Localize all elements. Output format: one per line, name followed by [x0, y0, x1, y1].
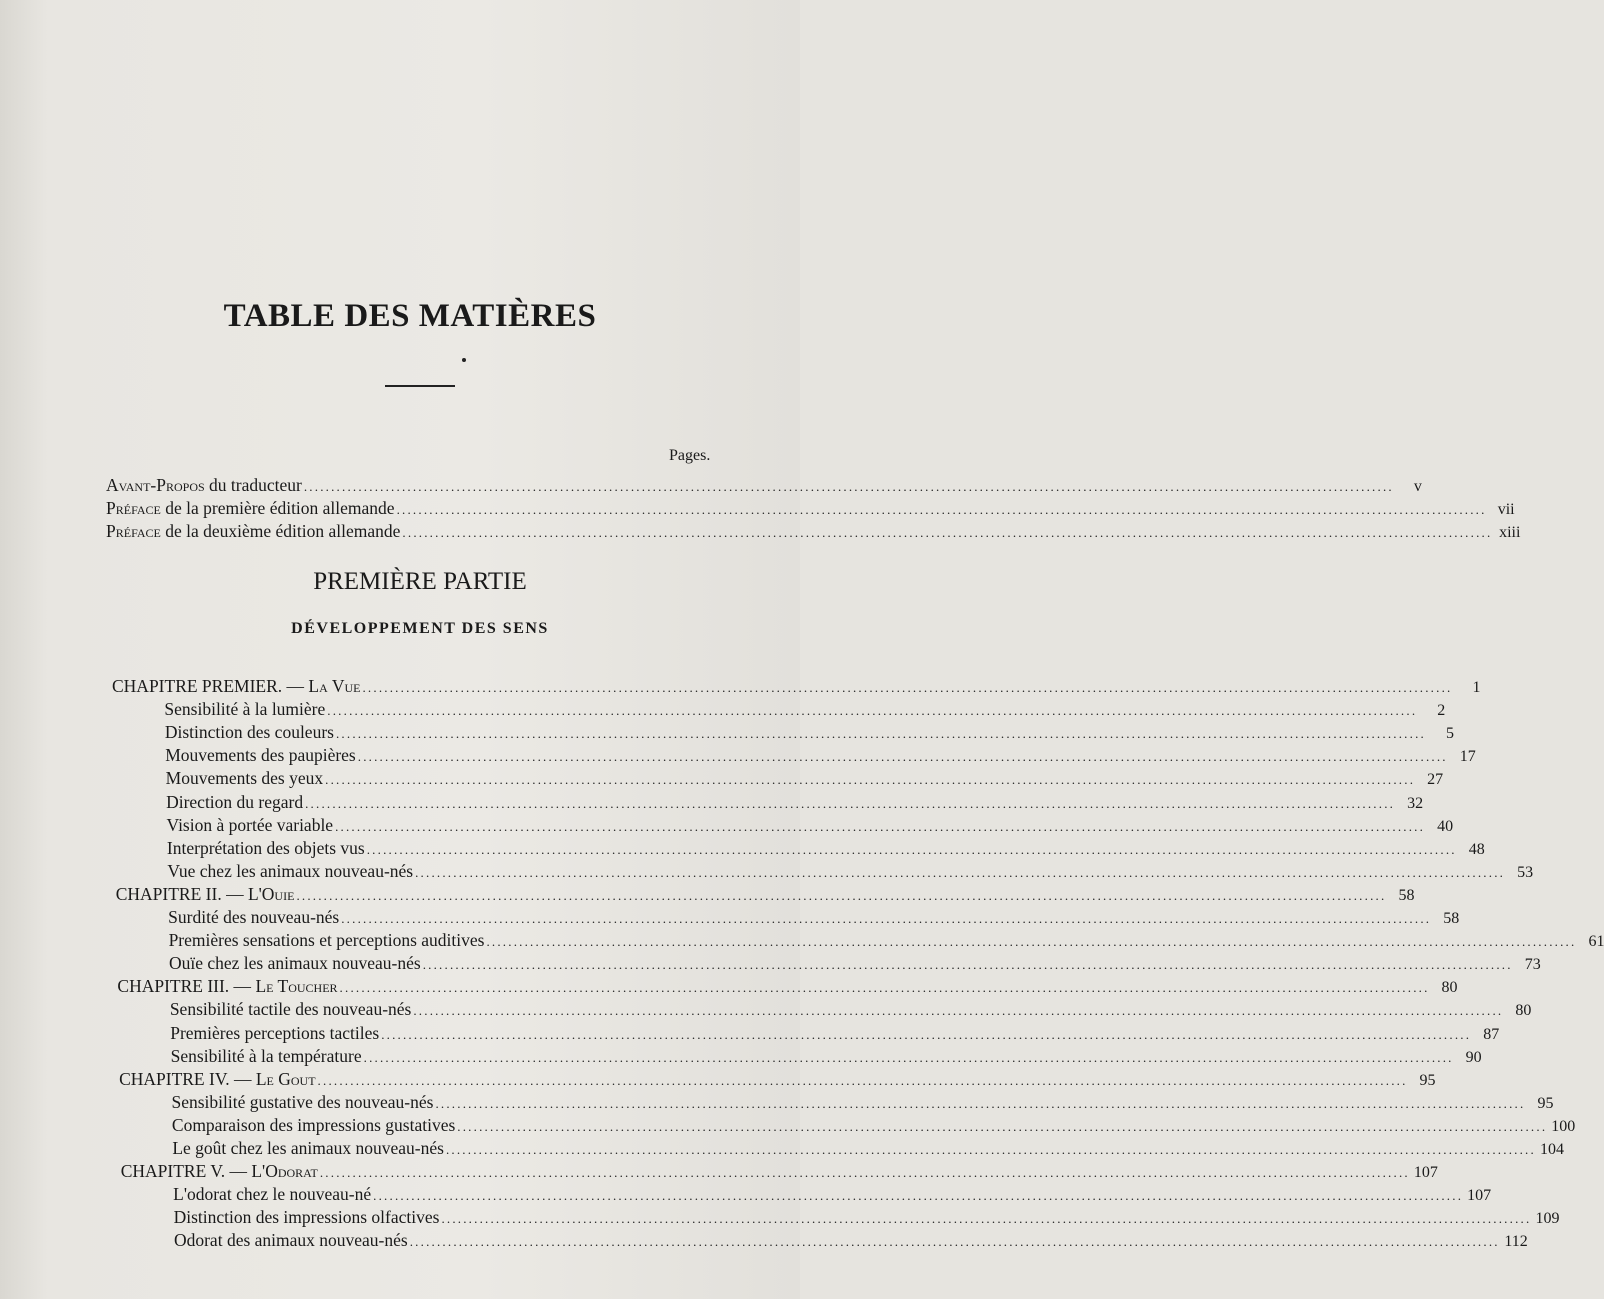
- toc-entry-text: [173, 1184, 371, 1205]
- toc-entry-text: [166, 768, 323, 789]
- title-rule: [385, 385, 455, 387]
- chapter-heading-text: [117, 976, 337, 997]
- leader-dots: ........................................................................................................................................................................................................: [409, 1234, 1500, 1250]
- section-title: Sensibilité à la lumière: [164, 699, 326, 720]
- page-number: 27: [1427, 771, 1444, 789]
- toc-entry-text: [164, 699, 325, 720]
- toc-entry: [165, 768, 1444, 789]
- page-number: 80: [1441, 979, 1458, 997]
- leader-dots: ........................................................................................................................................................................................................: [441, 1211, 1532, 1227]
- page-number: 107: [1467, 1187, 1492, 1205]
- page-number: 17: [1459, 748, 1476, 766]
- section-title: Direction du regard: [166, 791, 304, 812]
- chapter-heading: [115, 883, 1415, 905]
- leader-dots: ........................................................................................................................................................................................................: [363, 1049, 1454, 1065]
- toc-entry: [173, 1207, 1560, 1228]
- toc-entry-text: [171, 1046, 362, 1067]
- toc-entry: [168, 930, 1604, 951]
- toc-entry-text: [171, 1092, 433, 1113]
- section-title: Le goût chez les animaux nouveau-nés: [172, 1138, 444, 1158]
- front-matter-item-text: [106, 521, 400, 542]
- toc-entry-text: [167, 861, 413, 882]
- toc-entry: [168, 907, 1460, 928]
- toc-entry-text: [174, 1230, 408, 1251]
- part-subtitle: DÉVELOPPEMENT DES SENS: [291, 620, 549, 637]
- toc-entry-text: [167, 838, 365, 859]
- leader-dots: ........................................................................................................................................................................................................: [402, 525, 1493, 540]
- front-matter-lead: Avant-Propos: [106, 475, 205, 495]
- toc-entry-text: [169, 930, 485, 951]
- page-number: 87: [1483, 1025, 1500, 1043]
- page-number: 58: [1398, 886, 1415, 904]
- leader-dots: ........................................................................................................................................................................................................: [319, 1165, 1410, 1181]
- chapter-name: La Vue: [308, 676, 361, 696]
- leader-dots: ........................................................................................................................................................................................................: [296, 887, 1387, 903]
- section-title: Distinction des impressions olfactives: [173, 1207, 440, 1228]
- page-number: xiii: [1499, 524, 1521, 541]
- chapter-heading: [117, 976, 1458, 997]
- chapter-heading-text: [116, 884, 295, 905]
- chapter-number: CHAPITRE III. —: [117, 976, 256, 997]
- toc-entry: [171, 1091, 1554, 1113]
- leader-dots: ........................................................................................................................................................................................................: [435, 1095, 1526, 1111]
- ornament-dot: [462, 358, 466, 362]
- page-number: 112: [1504, 1233, 1528, 1251]
- toc-entry-text: [168, 907, 339, 928]
- front-matter-lead: Préface: [106, 498, 161, 518]
- section-title: L'odorat chez le nouveau-né: [173, 1184, 372, 1205]
- pages-column-label: Pages.: [669, 447, 711, 464]
- chapter-name: L'Ouie: [247, 883, 295, 904]
- toc-entry-text: [166, 815, 333, 836]
- page-number: 80: [1515, 1002, 1532, 1020]
- section-title: Interprétation des objets vus: [166, 837, 365, 858]
- section-title: Premières sensations et perceptions auditives: [168, 930, 485, 951]
- section-title: Sensibilité à la température: [170, 1045, 362, 1066]
- section-title: Sensibilité gustative des nouveau-nés: [171, 1091, 434, 1112]
- section-title: Vue chez les animaux nouveau-nés: [167, 860, 414, 881]
- page-number: 107: [1413, 1164, 1438, 1182]
- toc-entry-text: [166, 792, 303, 813]
- leader-dots: ........................................................................................................................................................................................................: [373, 1188, 1464, 1204]
- leader-dots: ........................................................................................................................................................................................................: [457, 1118, 1548, 1134]
- page-number: 95: [1419, 1071, 1436, 1089]
- page-number: 1: [1472, 679, 1481, 696]
- toc-entry-text: [165, 722, 334, 743]
- leader-dots: ........................................................................................................................................................................................................: [486, 934, 1577, 950]
- toc-entry: [165, 745, 1476, 766]
- toc-entry: [173, 1230, 1528, 1251]
- toc-entry: [168, 953, 1541, 974]
- leader-dots: ........................................................................................................................................................................................................: [415, 864, 1506, 880]
- front-matter-title: du traducteur: [204, 475, 302, 495]
- section-title: Distinction des couleurs: [164, 722, 334, 743]
- toc-entry-text: [172, 1138, 444, 1159]
- front-matter-item-text: [106, 475, 302, 496]
- front-matter-item: [106, 498, 1515, 519]
- chapter-heading-text: [121, 1161, 318, 1182]
- section-title: Mouvements des paupières: [165, 745, 356, 766]
- section-title: Surdité des nouveau-nés: [168, 907, 340, 927]
- leader-dots: ........................................................................................................................................................................................................: [362, 680, 1453, 695]
- section-title: Vision à portée variable: [166, 814, 334, 835]
- part-title: PREMIÈRE PARTIE: [313, 568, 527, 595]
- leader-dots: ........................................................................................................................................................................................................: [381, 1026, 1472, 1042]
- page-number: 61: [1588, 933, 1604, 951]
- leader-dots: ........................................................................................................................................................................................................: [335, 818, 1426, 834]
- chapter-heading-text: [112, 676, 360, 697]
- toc-entry-text: [170, 1023, 379, 1044]
- page-number: 104: [1539, 1141, 1564, 1158]
- leader-dots: ........................................................................................................................................................................................................: [335, 726, 1426, 742]
- toc-entry-text: [170, 999, 412, 1020]
- page-number: 73: [1524, 956, 1541, 974]
- page-number: 32: [1407, 794, 1424, 812]
- page-number: 48: [1468, 840, 1485, 858]
- page-title: TABLE DES MATIÈRES: [223, 298, 597, 334]
- section-title: Comparaison des impressions gustatives: [171, 1114, 456, 1135]
- section-title: Mouvements des yeux: [165, 768, 324, 789]
- leader-dots: ........................................................................................................................................................................................................: [413, 1003, 1504, 1019]
- toc-entry: [166, 791, 1424, 813]
- toc-entry: [169, 999, 1532, 1020]
- page-number: 90: [1465, 1048, 1482, 1066]
- page-number: 58: [1443, 910, 1460, 927]
- section-title: Sensibilité tactile des nouveau-nés: [169, 999, 412, 1020]
- page-number: 109: [1535, 1210, 1560, 1228]
- front-matter-item: [106, 521, 1521, 542]
- section-title: Ouïe chez les animaux nouveau-nés: [168, 953, 421, 974]
- toc-entry-text: [165, 745, 356, 766]
- chapter-heading: [120, 1161, 1438, 1182]
- leader-dots: ........................................................................................................................................................................................................: [317, 1072, 1408, 1088]
- page-number: vii: [1497, 501, 1515, 518]
- chapter-number: CHAPITRE IV. —: [119, 1068, 256, 1089]
- front-matter-item-text: [106, 498, 395, 519]
- page-number: v: [1413, 478, 1422, 495]
- toc-entry: [166, 814, 1454, 836]
- chapter-name: L'Odorat: [251, 1161, 318, 1182]
- chapter-heading: [119, 1068, 1436, 1090]
- leader-dots: ........................................................................................................................................................................................................: [303, 479, 1394, 494]
- page-number: 95: [1537, 1094, 1554, 1112]
- page-number: 40: [1437, 817, 1454, 835]
- page-number: 2: [1437, 702, 1446, 720]
- toc-entry: [170, 1045, 1482, 1067]
- toc-entry: [164, 699, 1446, 720]
- leader-dots: ........................................................................................................................................................................................................: [339, 980, 1430, 996]
- toc-entry: [171, 1114, 1576, 1136]
- front-matter-lead: Préface: [106, 521, 161, 541]
- leader-dots: ........................................................................................................................................................................................................: [366, 841, 1457, 857]
- page-number: 5: [1445, 725, 1454, 743]
- toc-entry-text: [169, 953, 421, 974]
- toc-entry: [167, 860, 1534, 882]
- leader-dots: ........................................................................................................................................................................................................: [445, 1142, 1536, 1157]
- leader-dots: ........................................................................................................................................................................................................: [341, 911, 1432, 926]
- section-title: Premières perceptions tactiles: [170, 1022, 380, 1043]
- chapter-name: Le Toucher: [255, 976, 338, 997]
- toc-entry: [173, 1184, 1492, 1205]
- toc-entry: [166, 837, 1485, 859]
- leader-dots: ........................................................................................................................................................................................................: [325, 772, 1416, 788]
- toc-entry-text: [174, 1207, 440, 1228]
- toc-entry: [170, 1022, 1500, 1044]
- chapter-name: Le Gout: [255, 1068, 316, 1089]
- page-number: 100: [1551, 1117, 1576, 1135]
- leader-dots: ........................................................................................................................................................................................................: [305, 795, 1396, 811]
- front-matter-title: de la première édition allemande: [160, 498, 395, 518]
- toc-entry-text: [172, 1115, 455, 1136]
- chapter-heading-text: [119, 1069, 315, 1090]
- leader-dots: ........................................................................................................................................................................................................: [422, 957, 1513, 973]
- chapter-number: CHAPITRE II. —: [115, 883, 248, 904]
- front-matter-item: [106, 475, 1422, 496]
- section-title: Odorat des animaux nouveau-nés: [173, 1230, 408, 1251]
- front-matter-title: de la deuxième édition allemande: [160, 521, 401, 541]
- chapter-number: CHAPITRE PREMIER. —: [112, 676, 309, 696]
- leader-dots: ........................................................................................................................................................................................................: [396, 502, 1487, 517]
- toc-entry: [172, 1138, 1564, 1159]
- page-number: 53: [1517, 863, 1534, 881]
- leader-dots: ........................................................................................................................................................................................................: [327, 703, 1418, 719]
- chapter-heading: [112, 676, 1481, 697]
- leader-dots: ........................................................................................................................................................................................................: [357, 749, 1448, 765]
- chapter-number: CHAPITRE V. —: [120, 1161, 252, 1182]
- toc-entry: [164, 722, 1454, 743]
